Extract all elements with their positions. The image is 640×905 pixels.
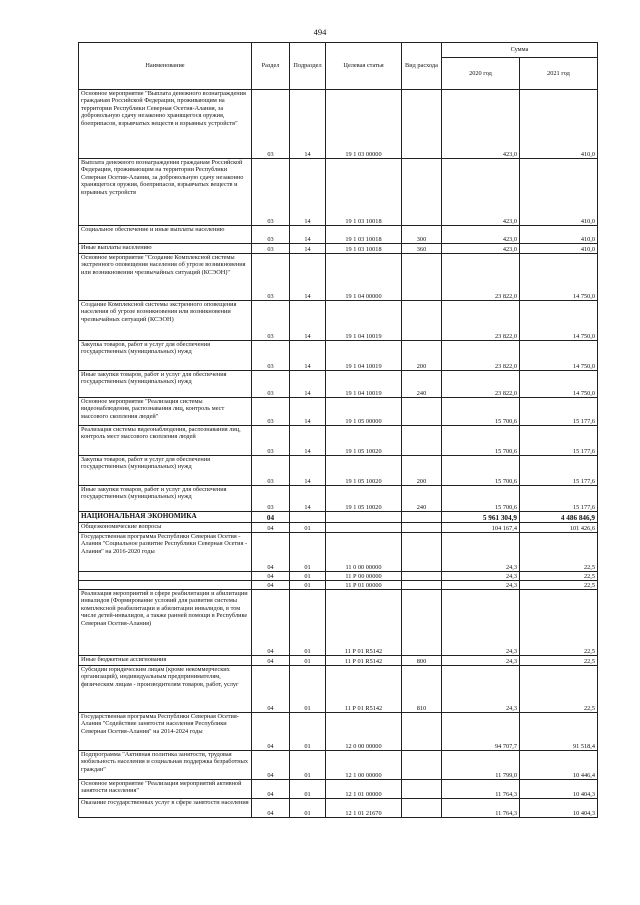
row-razdel: 03 xyxy=(252,426,290,456)
row-expense-type: 240 xyxy=(402,371,442,398)
table-row xyxy=(79,581,598,590)
row-expense-type xyxy=(402,751,442,780)
table-row xyxy=(79,371,598,398)
row-amount-2021: 4 486 846,9 xyxy=(520,512,598,523)
row-amount-2020: 11 799,0 xyxy=(442,751,520,780)
row-podrazdel: 01 xyxy=(290,572,326,581)
table-row xyxy=(79,533,598,572)
row-expense-type xyxy=(402,713,442,751)
row-amount-2020: 423,0 xyxy=(442,244,520,254)
row-razdel: 04 xyxy=(252,572,290,581)
row-expense-type xyxy=(402,533,442,572)
row-expense-type xyxy=(402,590,442,656)
row-target-article: 19 1 04 10019 xyxy=(326,341,402,371)
row-name: Выплата денежного вознаграждения гражданам Российской Федерации, проживающим на территории Республики Северная Осетия-Алания, за добровольную сдачу незаконно хранящегося оружия, боеприпасов, взрывчатых веществ и взрывных устройств xyxy=(79,159,252,226)
row-expense-type: 200 xyxy=(402,341,442,371)
row-name: Основное мероприятие "Реализация системы видеонаблюдения, распознавания лиц, контроль мест массового скопления людей" xyxy=(79,398,252,426)
row-amount-2020: 15 700,6 xyxy=(442,486,520,512)
row-podrazdel: 01 xyxy=(290,799,326,818)
row-podrazdel: 14 xyxy=(290,159,326,226)
row-name: Закупка товаров, работ и услуг для обеспечения государственных (муниципальных) нужд xyxy=(79,341,252,371)
row-target-article: 19 1 05 10020 xyxy=(326,456,402,486)
table-row xyxy=(79,254,598,301)
row-target-article: 11 Р 01 R5142 xyxy=(326,666,402,713)
table-body xyxy=(79,90,598,818)
budget-table xyxy=(78,42,598,818)
row-amount-2021: 22,5 xyxy=(520,590,598,656)
row-amount-2021: 22,5 xyxy=(520,572,598,581)
row-name: Иные бюджетные ассигнования xyxy=(79,656,252,666)
row-amount-2021: 22,5 xyxy=(520,581,598,590)
row-name: Общеэкономические вопросы xyxy=(79,523,252,533)
table-row xyxy=(79,523,598,533)
row-amount-2020: 24,3 xyxy=(442,666,520,713)
row-amount-2020: 94 707,7 xyxy=(442,713,520,751)
row-target-article: 12 1 00 00000 xyxy=(326,751,402,780)
table-row xyxy=(79,159,598,226)
table-row xyxy=(79,426,598,456)
table-row xyxy=(79,486,598,512)
row-razdel: 03 xyxy=(252,301,290,341)
row-amount-2020: 15 700,6 xyxy=(442,398,520,426)
row-target-article: 12 1 01 00000 xyxy=(326,780,402,799)
row-name: Реализация мероприятий в сфере реабилитации и абилитации инвалидов (Формирование условий для развития системы комплексной реабилитации и абилитации инвалидов, в том числе детей-инвалидов, а также ранней помощи в Республике Северная Осетия-Алания) xyxy=(79,590,252,656)
row-amount-2020: 23 822,0 xyxy=(442,371,520,398)
row-podrazdel: 14 xyxy=(290,301,326,341)
row-razdel: 03 xyxy=(252,341,290,371)
row-name xyxy=(79,581,252,590)
row-podrazdel: 14 xyxy=(290,226,326,244)
row-amount-2020: 24,3 xyxy=(442,572,520,581)
row-target-article: 19 1 03 10018 xyxy=(326,159,402,226)
row-name: Реализация системы видеонаблюдения, распознавания лиц, контроль мест массового скопления людей xyxy=(79,426,252,456)
row-name: Оказание государственных услуг в сфере занятости населения xyxy=(79,799,252,818)
row-target-article: 11 Р 00 00000 xyxy=(326,572,402,581)
row-razdel: 03 xyxy=(252,371,290,398)
row-podrazdel: 14 xyxy=(290,341,326,371)
row-razdel: 03 xyxy=(252,90,290,159)
row-razdel: 04 xyxy=(252,656,290,666)
row-podrazdel: 01 xyxy=(290,656,326,666)
row-amount-2021: 410,0 xyxy=(520,90,598,159)
row-name: Основное мероприятие "Реализация мероприятий активной занятости населения" xyxy=(79,780,252,799)
table-row xyxy=(79,90,598,159)
row-target-article: 19 1 05 10020 xyxy=(326,426,402,456)
table-header xyxy=(79,43,598,90)
row-razdel: 04 xyxy=(252,581,290,590)
row-expense-type: 300 xyxy=(402,226,442,244)
row-amount-2020: 15 700,6 xyxy=(442,456,520,486)
row-razdel: 03 xyxy=(252,159,290,226)
row-expense-type: 810 xyxy=(402,666,442,713)
row-name: Субсидии юридическим лицам (кроме некоммерческих организаций), индивидуальным предпринимателям, физическим лицам - производителям товаров, работ, услуг xyxy=(79,666,252,713)
row-podrazdel: 01 xyxy=(290,666,326,713)
row-amount-2020: 24,3 xyxy=(442,581,520,590)
row-name: Подпрограмма "Активная политика занятости, трудовая мобильность населения и социальная поддержка безработных граждан" xyxy=(79,751,252,780)
row-name: НАЦИОНАЛЬНАЯ ЭКОНОМИКА xyxy=(79,512,252,523)
row-razdel: 04 xyxy=(252,666,290,713)
row-amount-2021: 15 177,6 xyxy=(520,486,598,512)
row-razdel: 03 xyxy=(252,244,290,254)
row-podrazdel: 14 xyxy=(290,456,326,486)
header-name: Наименование xyxy=(79,43,252,90)
row-podrazdel: 14 xyxy=(290,398,326,426)
row-amount-2020: 24,3 xyxy=(442,590,520,656)
table-row xyxy=(79,226,598,244)
header-razdel: Раздел xyxy=(252,43,290,90)
row-target-article: 19 1 04 10019 xyxy=(326,371,402,398)
row-target-article xyxy=(326,523,402,533)
row-podrazdel: 01 xyxy=(290,590,326,656)
row-amount-2020: 423,0 xyxy=(442,90,520,159)
row-expense-type xyxy=(402,572,442,581)
row-name: Создание Комплексной системы экстренного оповещения населения об угрозе возникновения или возникновении чрезвычайных ситуаций (КСЭОН) xyxy=(79,301,252,341)
row-amount-2021: 15 177,6 xyxy=(520,398,598,426)
row-expense-type: 800 xyxy=(402,656,442,666)
row-razdel: 04 xyxy=(252,751,290,780)
row-razdel: 03 xyxy=(252,456,290,486)
row-podrazdel: 14 xyxy=(290,244,326,254)
row-name: Иные закупки товаров, работ и услуг для обеспечения государственных (муниципальных) нужд xyxy=(79,486,252,512)
row-amount-2021: 14 750,0 xyxy=(520,371,598,398)
row-amount-2021: 10 404,3 xyxy=(520,799,598,818)
header-year-2021: 2021 год xyxy=(520,58,598,90)
row-razdel: 04 xyxy=(252,512,290,523)
header-year-2020: 2020 год xyxy=(442,58,520,90)
row-podrazdel: 14 xyxy=(290,371,326,398)
row-expense-type xyxy=(402,254,442,301)
header-sum: Сумма xyxy=(442,43,598,58)
row-target-article: 11 Р 01 00000 xyxy=(326,581,402,590)
row-amount-2020: 423,0 xyxy=(442,159,520,226)
row-expense-type xyxy=(402,90,442,159)
row-expense-type xyxy=(402,159,442,226)
row-amount-2021: 14 750,0 xyxy=(520,301,598,341)
row-amount-2020: 5 961 304,9 xyxy=(442,512,520,523)
row-name: Государственная программа Республики Северная Осетия - Алания "Социальное развитие Республики Северная Осетия - Алания" на 2016-2020 годы xyxy=(79,533,252,572)
row-amount-2021: 14 750,0 xyxy=(520,341,598,371)
row-podrazdel: 14 xyxy=(290,254,326,301)
row-amount-2020: 104 167,4 xyxy=(442,523,520,533)
row-amount-2020: 11 764,3 xyxy=(442,799,520,818)
row-target-article: 12 0 00 00000 xyxy=(326,713,402,751)
row-podrazdel: 14 xyxy=(290,486,326,512)
row-expense-type: 240 xyxy=(402,486,442,512)
row-target-article: 19 1 04 00000 xyxy=(326,254,402,301)
row-amount-2020: 24,3 xyxy=(442,656,520,666)
row-expense-type xyxy=(402,301,442,341)
table-row xyxy=(79,301,598,341)
row-expense-type xyxy=(402,523,442,533)
row-podrazdel: 01 xyxy=(290,581,326,590)
header-expense-type: Вид расхода xyxy=(402,43,442,90)
row-target-article: 19 1 03 00000 xyxy=(326,90,402,159)
table-row xyxy=(79,512,598,523)
header-target-article: Целевая статья xyxy=(326,43,402,90)
row-expense-type: 360 xyxy=(402,244,442,254)
row-amount-2021: 101 426,6 xyxy=(520,523,598,533)
row-expense-type xyxy=(402,398,442,426)
row-amount-2020: 24,3 xyxy=(442,533,520,572)
row-name: Основное мероприятие "Выплата денежного вознаграждения гражданам Российской Федерации, проживающим на территории Республики Северная Осетия-Алания, за добровольную сдачу незаконно хранящегося оружия, боеприпасов, взрывчатых веществ и взрывных устройств" xyxy=(79,90,252,159)
row-name xyxy=(79,572,252,581)
row-target-article: 19 1 03 10018 xyxy=(326,226,402,244)
table-row xyxy=(79,799,598,818)
row-expense-type xyxy=(402,426,442,456)
row-razdel: 03 xyxy=(252,254,290,301)
row-razdel: 03 xyxy=(252,486,290,512)
row-amount-2021: 22,5 xyxy=(520,533,598,572)
row-target-article: 12 1 01 21670 xyxy=(326,799,402,818)
table-row xyxy=(79,590,598,656)
row-amount-2021: 410,0 xyxy=(520,226,598,244)
row-amount-2020: 23 822,0 xyxy=(442,254,520,301)
row-razdel: 04 xyxy=(252,780,290,799)
row-target-article: 11 Р 01 R5142 xyxy=(326,590,402,656)
table-row xyxy=(79,780,598,799)
row-podrazdel: 01 xyxy=(290,713,326,751)
table-row xyxy=(79,666,598,713)
row-razdel: 04 xyxy=(252,533,290,572)
row-target-article xyxy=(326,512,402,523)
row-target-article: 19 1 05 10020 xyxy=(326,486,402,512)
row-razdel: 04 xyxy=(252,523,290,533)
table-row xyxy=(79,713,598,751)
row-podrazdel: 01 xyxy=(290,780,326,799)
row-podrazdel xyxy=(290,512,326,523)
row-amount-2021: 91 518,4 xyxy=(520,713,598,751)
row-amount-2021: 22,5 xyxy=(520,656,598,666)
row-target-article: 19 1 04 10019 xyxy=(326,301,402,341)
row-razdel: 04 xyxy=(252,590,290,656)
row-name: Государственная программа Республики Северная Осетия-Алания "Содействие занятости населения Республики Северная Осетия-Алания" на 2014-2024 годы xyxy=(79,713,252,751)
row-podrazdel: 01 xyxy=(290,751,326,780)
row-amount-2020: 15 700,6 xyxy=(442,426,520,456)
table-row xyxy=(79,751,598,780)
row-name: Социальное обеспечение и иные выплаты населению xyxy=(79,226,252,244)
header-podrazdel: Подраздел xyxy=(290,43,326,90)
row-razdel: 03 xyxy=(252,226,290,244)
row-amount-2021: 15 177,6 xyxy=(520,456,598,486)
table-row xyxy=(79,572,598,581)
row-amount-2021: 22,5 xyxy=(520,666,598,713)
row-target-article: 11 Р 01 R5142 xyxy=(326,656,402,666)
row-target-article: 11 0 00 00000 xyxy=(326,533,402,572)
row-expense-type xyxy=(402,799,442,818)
table-row xyxy=(79,398,598,426)
row-podrazdel: 14 xyxy=(290,426,326,456)
row-name: Закупка товаров, работ и услуг для обеспечения государственных (муниципальных) нужд xyxy=(79,456,252,486)
row-expense-type xyxy=(402,581,442,590)
row-amount-2021: 410,0 xyxy=(520,159,598,226)
row-razdel: 04 xyxy=(252,713,290,751)
row-amount-2021: 10 404,3 xyxy=(520,780,598,799)
row-expense-type xyxy=(402,780,442,799)
row-amount-2021: 15 177,6 xyxy=(520,426,598,456)
row-amount-2021: 410,0 xyxy=(520,244,598,254)
page-number: 494 xyxy=(313,27,327,37)
row-name: Иные закупки товаров, работ и услуг для обеспечения государственных (муниципальных) нужд xyxy=(79,371,252,398)
row-razdel: 04 xyxy=(252,799,290,818)
row-name: Основное мероприятие "Создание Комплексной системы экстренного оповещения населения об угрозе возникновения или возникновении чрезвычайных ситуаций (КСЭОН)" xyxy=(79,254,252,301)
row-podrazdel: 01 xyxy=(290,533,326,572)
table-row xyxy=(79,456,598,486)
row-target-article: 19 1 03 10018 xyxy=(326,244,402,254)
row-name: Иные выплаты населению xyxy=(79,244,252,254)
row-amount-2021: 10 446,4 xyxy=(520,751,598,780)
row-expense-type: 200 xyxy=(402,456,442,486)
table-row xyxy=(79,341,598,371)
row-amount-2020: 23 822,0 xyxy=(442,301,520,341)
row-amount-2020: 23 822,0 xyxy=(442,341,520,371)
table-row xyxy=(79,656,598,666)
row-amount-2020: 423,0 xyxy=(442,226,520,244)
row-target-article: 19 1 05 00000 xyxy=(326,398,402,426)
table-row xyxy=(79,244,598,254)
row-amount-2021: 14 750,0 xyxy=(520,254,598,301)
row-podrazdel: 14 xyxy=(290,90,326,159)
row-podrazdel: 01 xyxy=(290,523,326,533)
row-expense-type xyxy=(402,512,442,523)
row-amount-2020: 11 764,3 xyxy=(442,780,520,799)
row-razdel: 03 xyxy=(252,398,290,426)
